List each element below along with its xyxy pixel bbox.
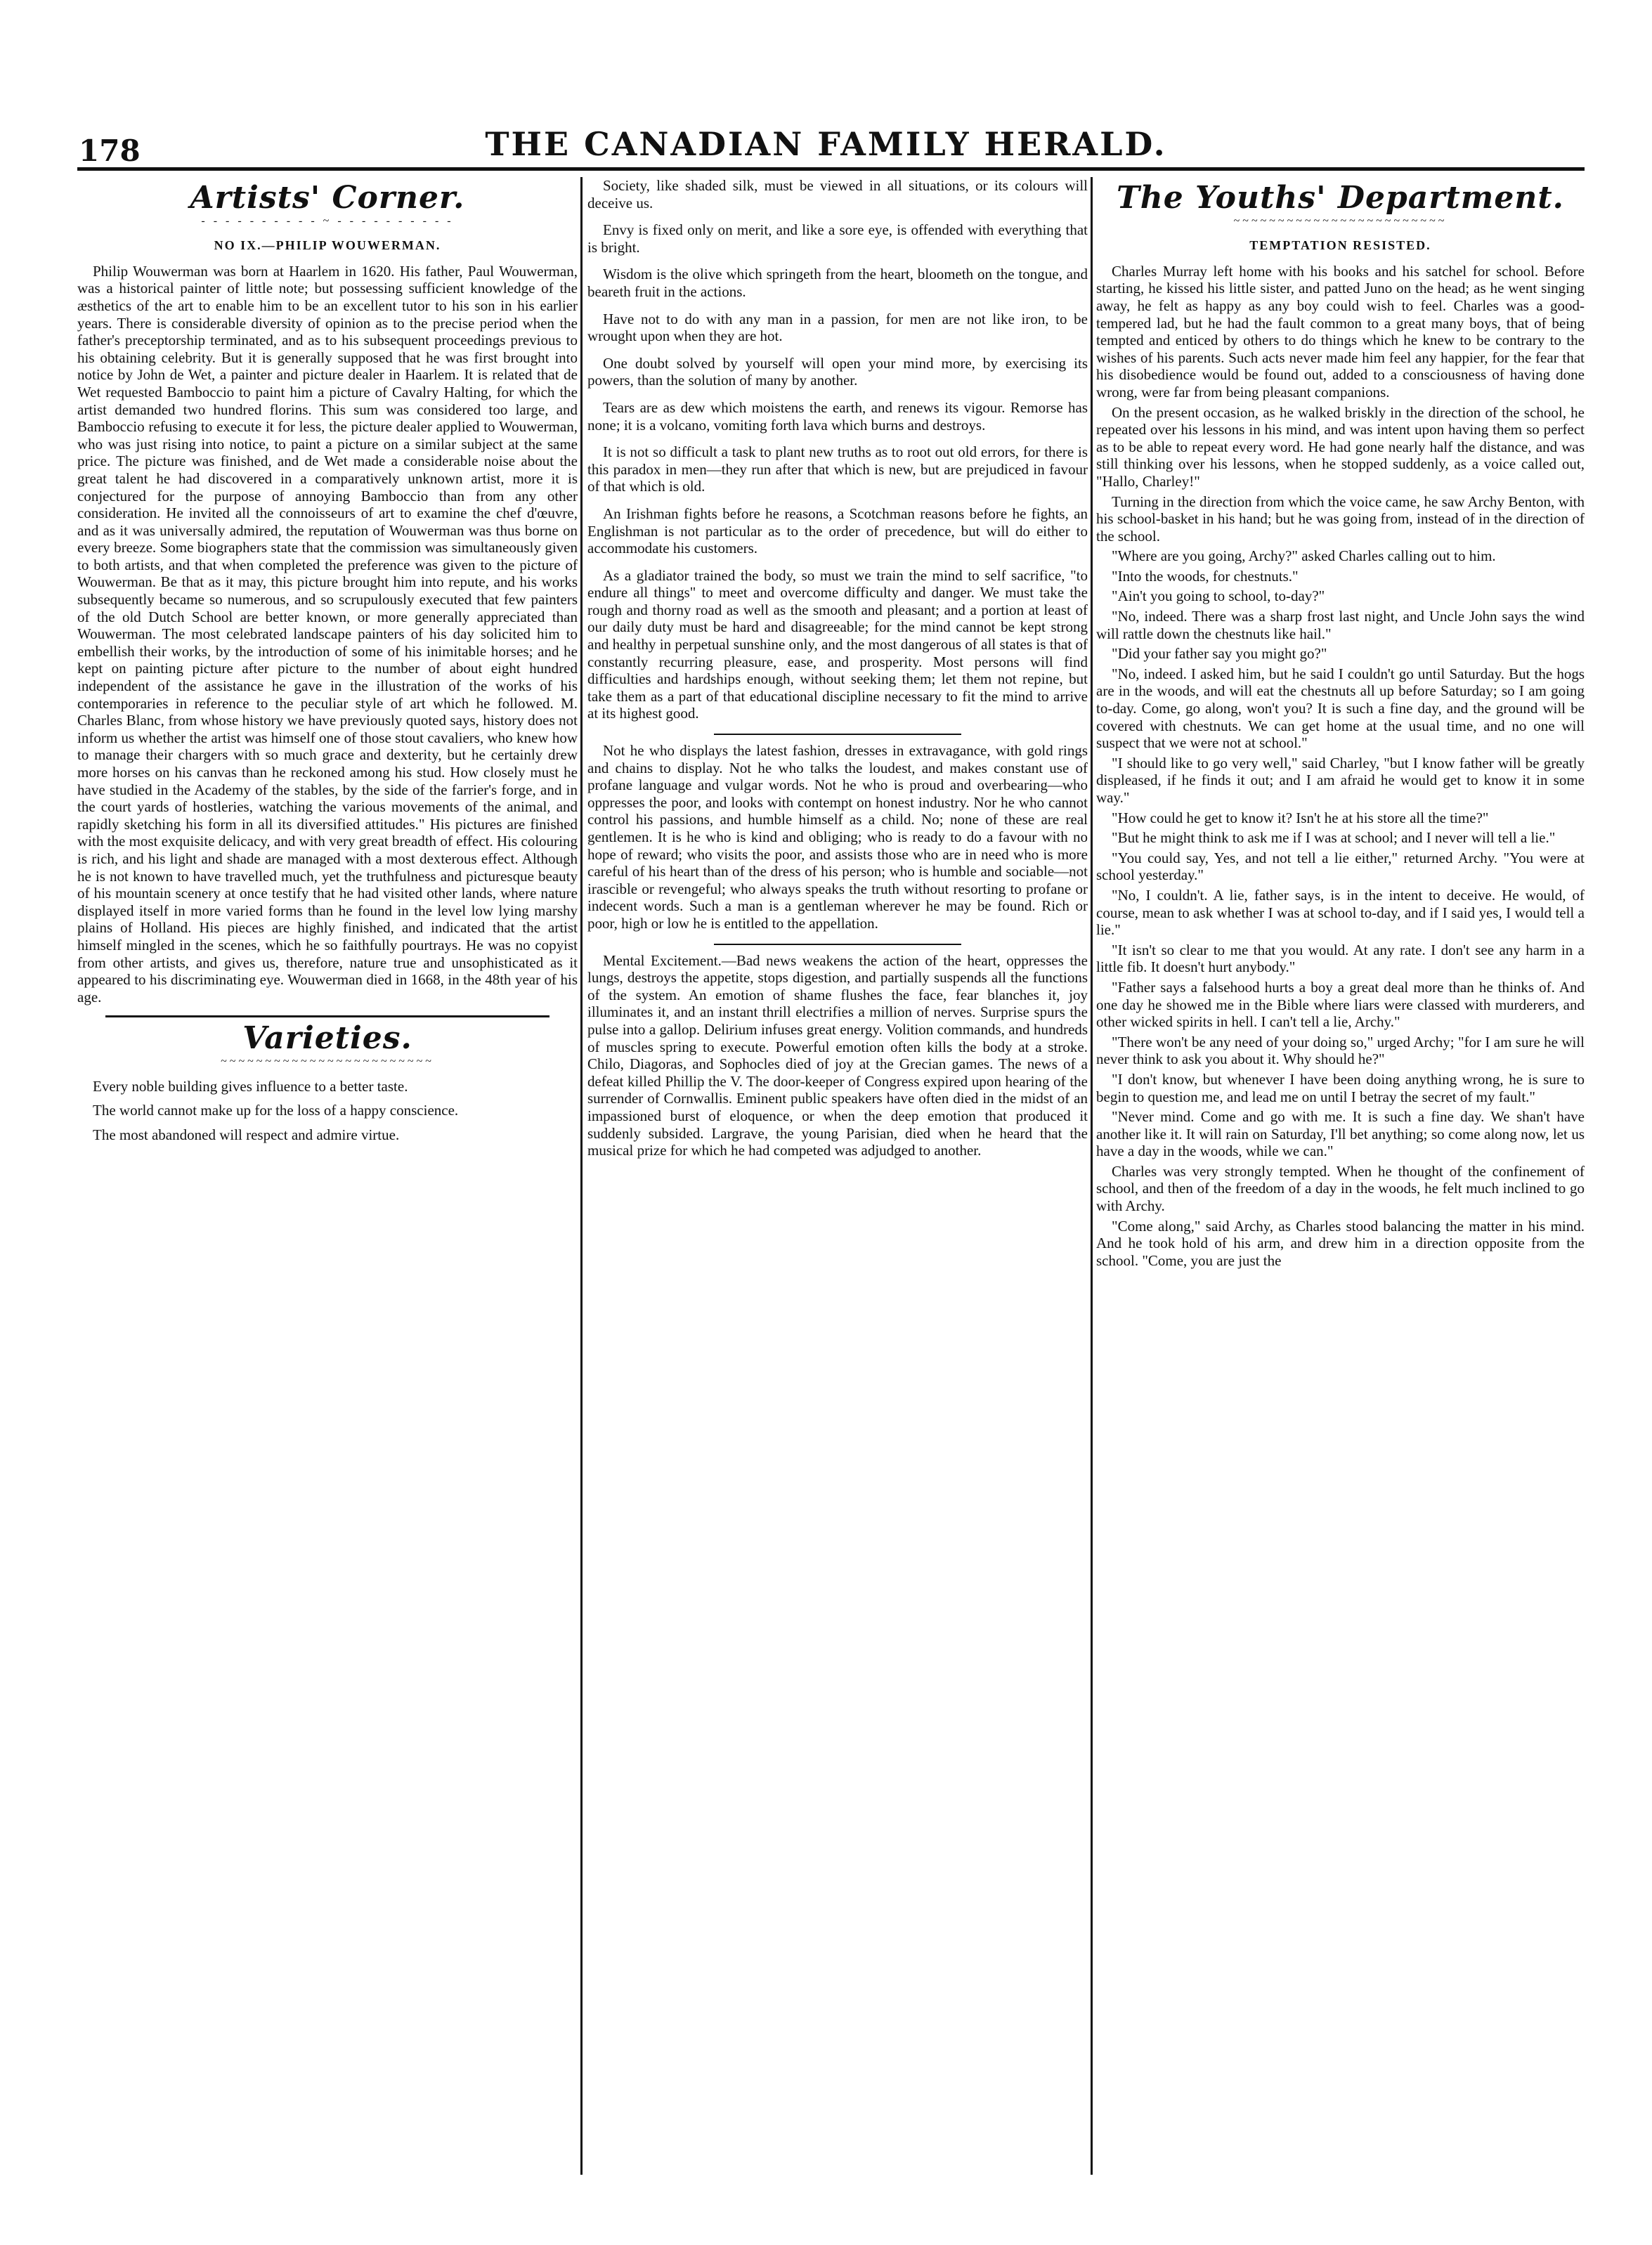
story-paragraph: "Where are you going, Archy?" asked Charles calling out to him. — [1112, 547, 1496, 565]
column-varieties-continued — [587, 177, 1088, 2187]
variety-item: Have not to do with any man in a passion, for men are not like iron, to be wrought upon when they are hot. — [587, 310, 1088, 345]
page-number: 178 — [79, 134, 141, 168]
item-separator — [714, 734, 961, 735]
story-paragraph: "But he might think to ask me if I was at school; and I never will tell a lie." — [1112, 829, 1556, 847]
story-paragraph: "Did your father say you might go?" — [1112, 645, 1327, 663]
story-paragraph: "Come along," said Archy, as Charles stood balancing the matter in his mind. And he took hold of his arm, and drew him in a direction opposite from the school. "Come, you are just the — [1096, 1217, 1585, 1269]
ornament-divider: ~~~~~~~~~~~~~~~~~~~~~~~~ — [1233, 214, 1448, 227]
variety-item: The world cannot make up for the loss of a happy conscience. — [93, 1102, 459, 1119]
story-paragraph: "Ain't you going to school, to-day?" — [1112, 587, 1325, 605]
story-paragraph: "It isn't so clear to me that you would. At any rate. I don't see any harm in a little fib. It doesn't hurt anybody." — [1096, 941, 1585, 976]
section-title-varieties: Varieties. — [242, 1020, 412, 1057]
story-paragraph: Charles was very strongly tempted. When he thought of the confinement of school, and then of the freedom of a day in the woods, he felt much inclined to go with Archy. — [1096, 1162, 1585, 1215]
column-youths-department — [1096, 177, 1585, 2187]
section-title-artists-corner: Artists' Corner. — [190, 180, 465, 216]
story-paragraph: "How could he get to know it? Isn't he at his store all the time?" — [1112, 809, 1489, 826]
ornament-divider: - - - - - - - - - - ~ - - - - - - - - - - — [201, 214, 454, 227]
story-paragraph: "No, I couldn't. A lie, father says, is in the intent to deceive. He would, of course, mean to ask whether I was at school to-day, and if I said yes, I would tell a lie." — [1096, 886, 1585, 939]
variety-item: Mental Excitement.—Bad news weakens the action of the heart, oppresses the lungs, destroys the appetite, stops digestion, and partially suspends all the functions of the system. An emotion of shame flushes the face, fear blanches it, joy illuminates it, and an instant thrill electrifies a million of nerves. Surprise spurs the pulse into a gallop. Delirium infuses great energy. Volition commands, and hundreds of muscles spring to execute. Powerful emotion often kills the body at a stroke. Chilo, Diagoras, and Sophocles died of joy at the Grecian games. The news of a defeat killed Phillip the V. The door-keeper of Congress expired upon hearing of the surrender of Cornwallis. Eminent public speakers have often died in the midst of an impassioned burst of eloquence, or when the deep emotion that produced it suddenly subsided. Largrave, the young Parisian, died when he heard that the musical prize for which he had competed was adjudged to another. — [587, 951, 1088, 1159]
story-paragraph: "I don't know, but whenever I have been doing anything wrong, he is sure to begin to question me, and lead me on until I betray the secret of my fault." — [1096, 1070, 1585, 1105]
variety-item: Every noble building gives influence to a better taste. — [93, 1077, 408, 1095]
item-separator — [714, 944, 961, 945]
variety-item: The most abandoned will respect and admire virtue. — [93, 1126, 400, 1143]
story-paragraph: "No, indeed. There was a sharp frost last night, and Uncle John says the wind will rattle down the chestnuts like hail." — [1096, 608, 1585, 642]
story-paragraph: "Into the woods, for chestnuts." — [1112, 567, 1299, 585]
variety-item: Not he who displays the latest fashion, dresses in extravagance, with gold rings and chains to display. Not he who talks the loudest, and makes constant use of profane language and vulgar words. Not he who is proud and overbearing—who oppresses the poor, and looks with contempt on honest industry. Nor he who cannot control his passions, and humble himself as a child. No; none of these are real gentlemen. It is he who is kind and obliging; who is ready to do a favour with no hope of reward; who visits the poor, and assists those who are in need who is more careful of his heart than of the dress of his person; who is humble and sociable—not irascible or revengeful; who always speaks the truth without resorting to profane or indecent words. Such a man is a gentleman wherever he may be found. Rich or poor, high or low he is entitled to the appellation. — [587, 742, 1088, 932]
section-separator — [105, 1015, 549, 1017]
column-divider — [1091, 177, 1093, 2175]
story-paragraph: "Father says a falsehood hurts a boy a great deal more than he thinks of. And one day he showed me in the Bible where liars were classed with murderers, and other wicked spirits in hell. I can't tell a lie, Archy." — [1096, 978, 1585, 1031]
column-artists-corner — [77, 177, 578, 2187]
article-subhead: NO IX.—PHILIP WOUWERMAN. — [214, 238, 441, 253]
masthead: THE CANADIAN FAMILY HERALD. — [485, 125, 1167, 163]
story-subhead: TEMPTATION RESISTED. — [1249, 238, 1431, 253]
story-paragraph: "I should like to go very well," said Charley, "but I know father will be greatly displeased, if he finds it out; and I am afraid he would get to know it in some way." — [1096, 754, 1585, 806]
story-paragraph: "Never mind. Come and go with me. It is such a fine day. We shan't have another like it. It will rain on Saturday, I'll bet anything; so come along now, let us have a day in the woods, while we can." — [1096, 1108, 1585, 1160]
variety-item: Tears are as dew which moistens the earth, and renews its vigour. Remorse has none; it is a volcano, vomiting forth lava which burns and destroys. — [587, 398, 1088, 434]
article-paragraph: Philip Wouwerman was born at Haarlem in 1620. His father, Paul Wouwerman, was a historical painter of little note; but possessing sufficient knowledge of the æsthetics of the art to enable him to be an excellent tutor to his son in his earlier years. There is considerable diversity of opinion as to the precise period when the father's preceptorship terminated, and as to his subsequent proceedings previous to his obtaining celebrity. But it is generally supposed that he was first brought into notice by John de Wet, a painter and picture dealer in Haarlem. It is related that de Wet requested Bamboccio to paint him a picture of Cavalry Halting, for which the artist demanded two hundred florins. This sum was considered too large, and Bamboccio refusing to execute it for less, the picture dealer applied to Wouwerman, who was just rising into notice, to paint a picture on a similar subject at the same price. The picture was finished, and de Wet made a considerable noise about the great talent he had discovered in a comparatively unknown artist, more it is conjectured for the purpose of annoying Bamboccio than from any other consideration. He invited all the connoisseurs of art to examine the chef d'œuvre, and as it was universally admired, the reputation of Wouwerman was thus borne on every breeze. Some biographers state that the commission was simultaneously given to both artists, and that when completed the preference was given to the picture of Wouwerman. Be that as it may, this picture brought him into repute, and his works subsequently became so numerous, and so scrupulously executed that few painters of the old Dutch School are better known, or more generally appreciated than Wouwerman. The most celebrated landscape painters of his day solicited him to embellish their works, by the introduction of some of his inimitable horses; and he kept on painting picture after picture to the number of about eight hundred independent of the assistance he gave in the illustration of the works of his contemporaries in reference to the peculiar style of art which he followed. M. Charles Blanc, from whose history we have previously quoted says, history does not inform us whether the artist was himself one of those stout cavaliers, who knew how to manage their chargers with so much grace and dexterity, but he certainly drew more horses on his canvas than he reckoned among his stud. How closely must he have studied in the Academy of the stables, by the side of the farrier's forge, and in the court yards of hostleries, watching the various movements of the animal, and rapidly sketching his form in all its diversified attitudes." His pictures are finished with the most exquisite delicacy, and with very great breadth of effect. His colouring is rich, and his light and shade are managed with a most dexterous effect. Although he is not known to have travelled much, yet the truthfulness and picturesque beauty of his mountain scenery at once testify that he had visited other lands, where nature displayed itself in more varied forms than he found in the level low lying marshy plains of Holland. His pieces are highly finished, and indicated that the artist himself mingled in the scenes, which he so faithfully pourtrays. He was no copyist from other artists, and gives us, therefore, nature true and unsophisticated as it appeared to his discriminating eye. Wouwerman died in 1668, in the 48th year of his age. — [77, 262, 578, 1006]
variety-item: Envy is fixed only on merit, and like a sore eye, is offended with everything that is bright. — [587, 221, 1088, 256]
story-paragraph: "You could say, Yes, and not tell a lie either," returned Archy. "You were at school yesterday." — [1096, 849, 1585, 884]
column-divider — [580, 177, 583, 2175]
header-rule — [77, 167, 1585, 171]
variety-item: Wisdom is the olive which springeth from the heart, bloometh on the tongue, and beareth fruit in the actions. — [587, 266, 1088, 300]
variety-item: Society, like shaded silk, must be viewed in all situations, or its colours will deceive us. — [587, 177, 1088, 212]
story-paragraph: "No, indeed. I asked him, but he said I couldn't go until Saturday. But the hogs are in the woods, and will eat the chestnuts all up before Saturday; so I am going to-day. Come, go along, won't you? It is such a fine day, and the ground will be covered with chestnuts. We can get home at the usual time, and no one will suspect that we were not at school." — [1096, 665, 1585, 752]
story-paragraph: On the present occasion, as he walked briskly in the direction of the school, he repeated over his lessons in his mind, and was intent upon having them so perfect as to be able to repeat every word. He had gone nearly half the distance, and was still thinking over his lessons, when he stopped suddenly, as a voice called out, "Hallo, Charley!" — [1096, 403, 1585, 490]
story-paragraph: Charles Murray left home with his books and his satchel for school. Before starting, he kissed his little sister, and patted Juno on the head; as he went singing away, he felt as happy as any boy could wish to feel. Charles was a good-tempered lad, but he had the fault common to a great many boys, that of being tempted and enticed by others to do things which he knew to be contrary to the wishes of his parents. Such acts never made him feel any happier, for the fear that his disobedience would be found out, added to a consciousness of having done wrong, were far from being pleasant companions. — [1096, 262, 1585, 401]
section-title-youths-department: The Youths' Department. — [1117, 180, 1564, 216]
ornament-divider: ~~~~~~~~~~~~~~~~~~~~~~~~ — [221, 1055, 434, 1067]
variety-item: As a gladiator trained the body, so must we train the mind to self sacrifice, "to endure all things" to meet and overcome difficulty and danger. We must take the rough and thorny road as well as the smooth and pleasant; and a portion at least of our daily duty must be hard and disagreeable; for the mind cannot be kept strong and healthy in perpetual sunshine only, and the most dangerous of all states is that of constantly recurring pleasure, ease, and prosperity. Most persons will find difficulties and hardships enough, without seeking them; let them not repine, but take them as a part of that educational discipline necessary to fit the mind to arrive at its highest good. — [587, 566, 1088, 722]
story-paragraph: "There won't be any need of your doing so," urged Archy; "for I am sure he will never think to ask you about it. Why should he?" — [1096, 1033, 1585, 1068]
story-paragraph: Turning in the direction from which the voice came, he saw Archy Benton, with his school-basket in his hand; but he was going from, instead of in the direction of the school. — [1096, 493, 1585, 545]
variety-item: An Irishman fights before he reasons, a Scotchman reasons before he fights, an Englishman is not particular as to the order of precedence, but will do either to accommodate his customers. — [587, 505, 1088, 557]
variety-item: One doubt solved by yourself will open your mind more, by exercising its powers, than the solution of many by another. — [587, 354, 1088, 389]
variety-item: It is not so difficult a task to plant new truths as to root out old errors, for there is this paradox in men—they run after that which is new, but are prejudiced in favour of that which is old. — [587, 443, 1088, 495]
